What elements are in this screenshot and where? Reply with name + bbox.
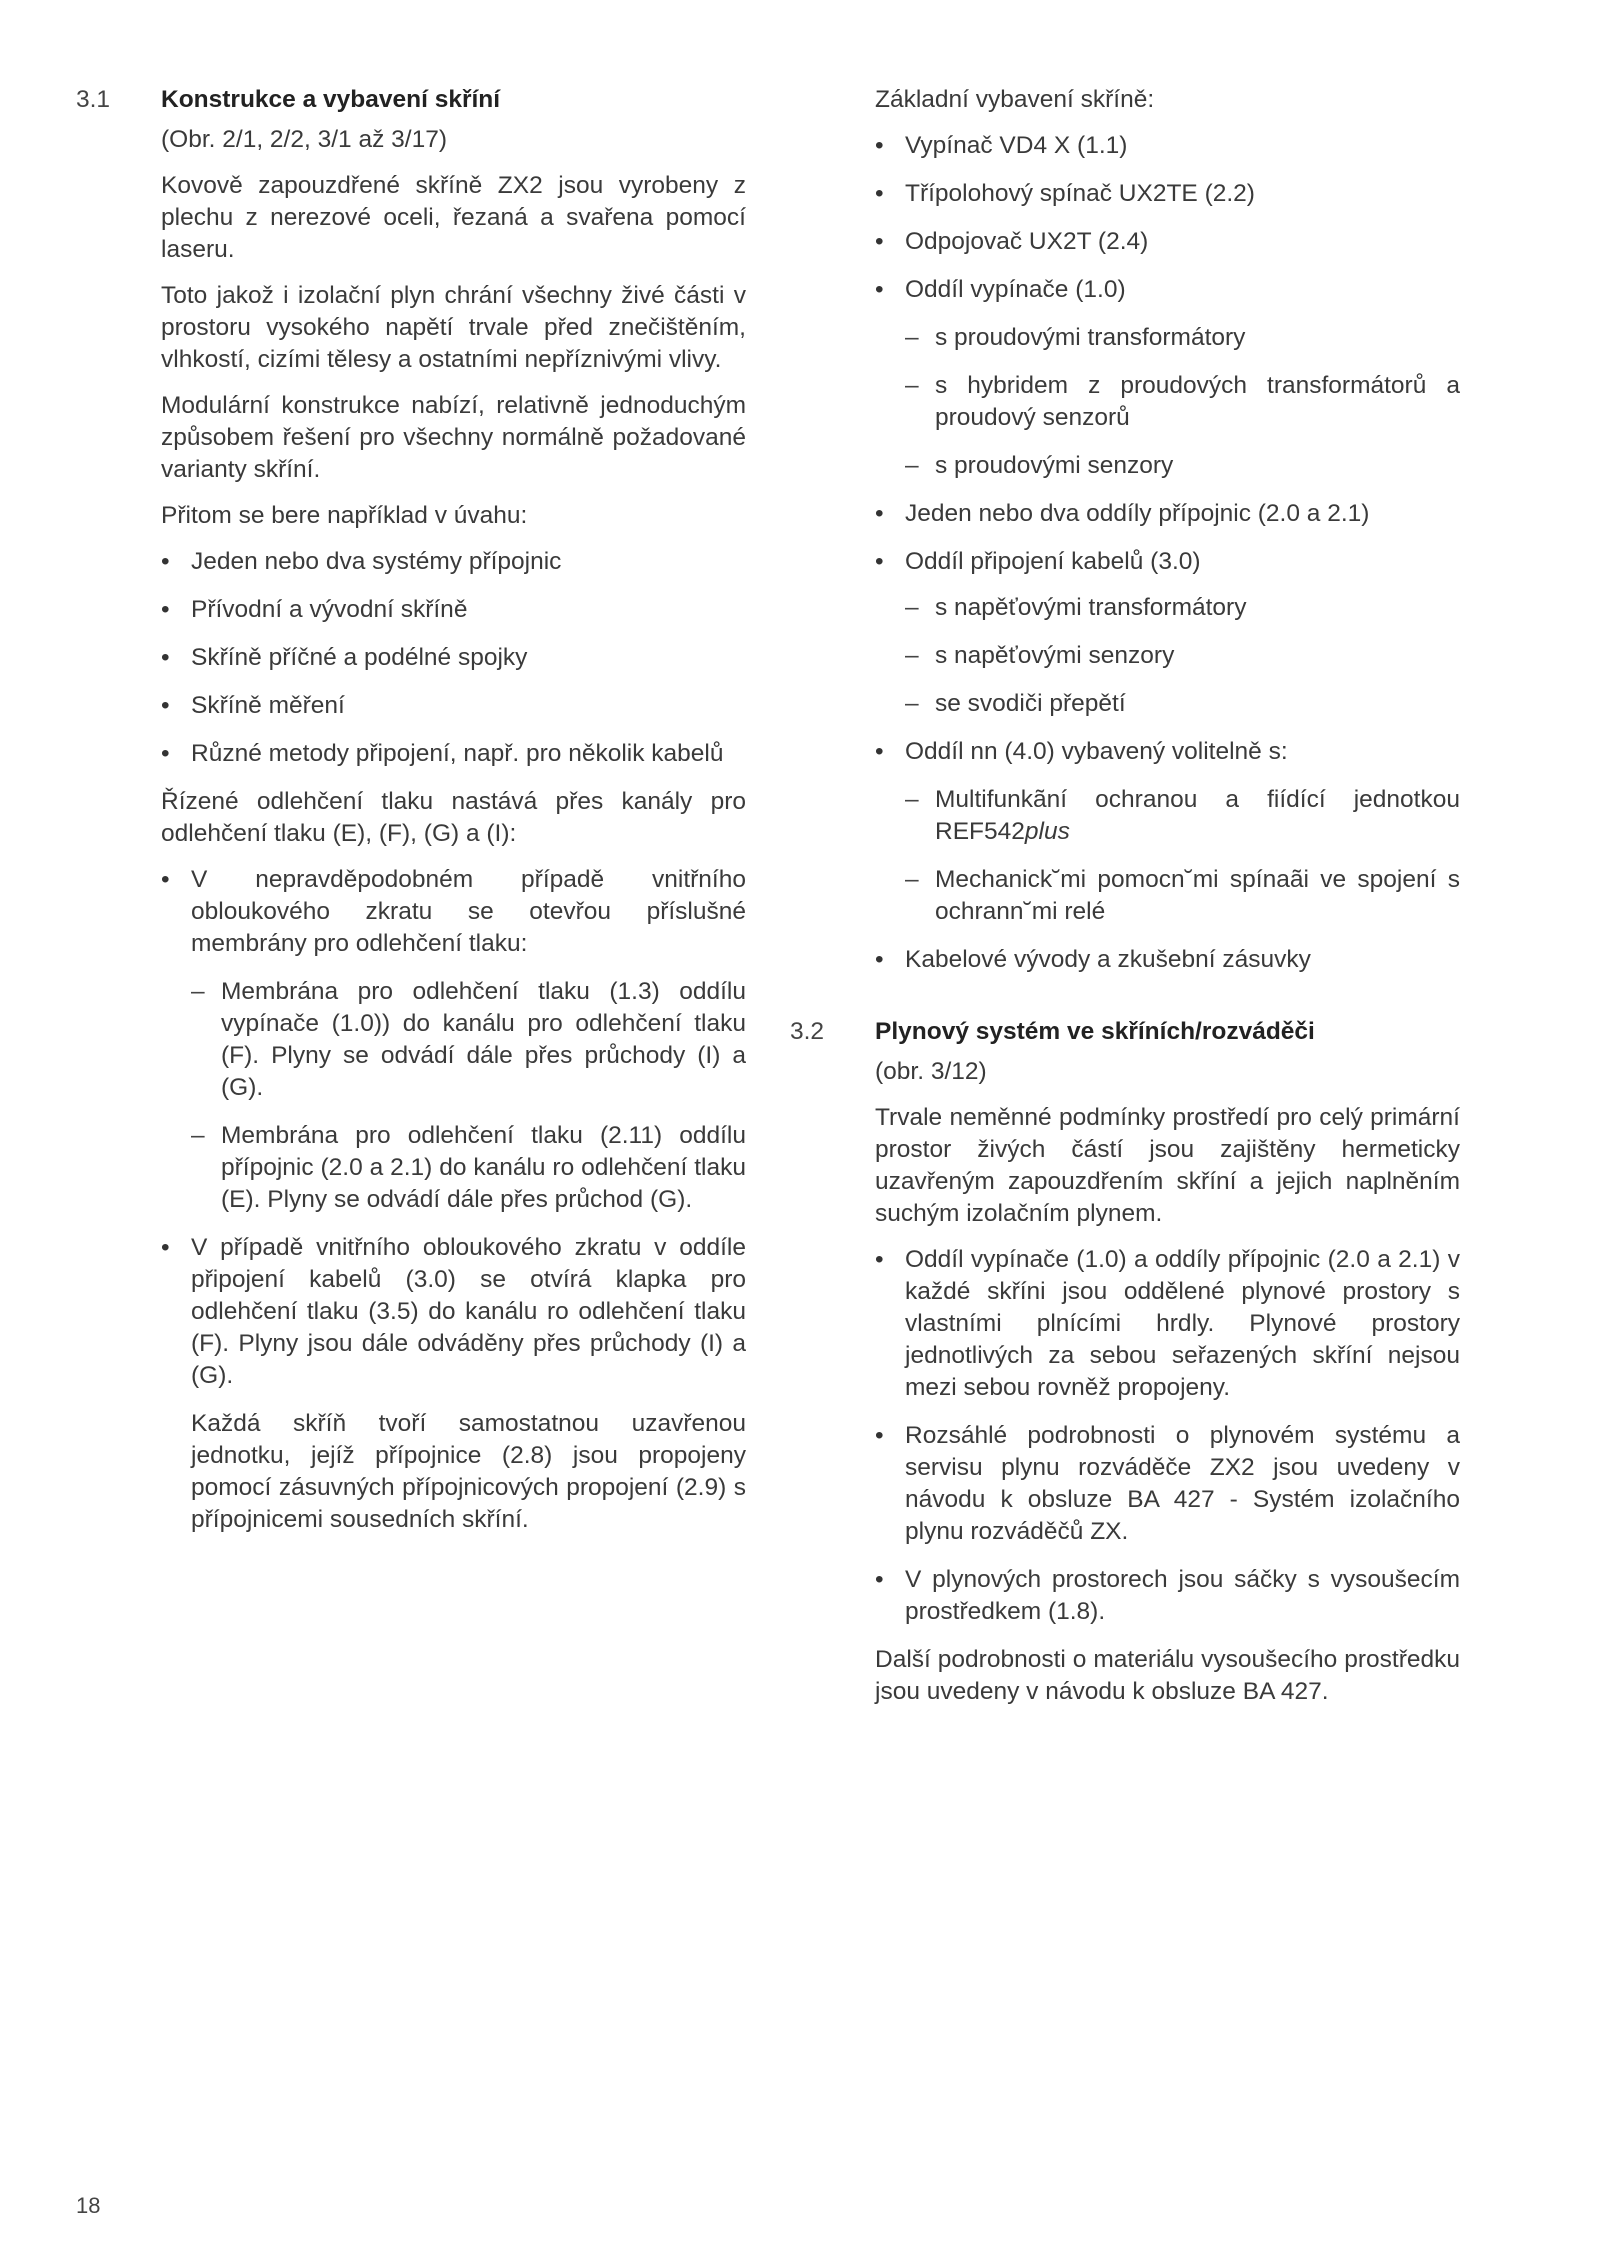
list-item: • Přívodní a vývodní skříně	[161, 594, 746, 626]
paragraph: Toto jakož i izolační plyn chrání všechny živé části v prostoru vysokého napětí trvale před znečištěním, vlhkostí, cizími tělesy a ostatními nepříznivými vlivy.	[161, 282, 746, 373]
paragraph: Modulární konstrukce nabízí, relativně jednoduchým způsobem řešení pro všechny normálně požadované varianty skříní.	[161, 392, 746, 483]
section-heading-3-1	[76, 84, 746, 116]
section-title: Konstrukce a vybavení skříní	[161, 86, 501, 113]
bullet-list	[875, 1244, 1460, 1628]
paragraph: Řízené odlehčení tlaku nastává přes kanály pro odlehčení tlaku (E), (F), (G) a (I):	[161, 788, 746, 847]
list-item: • V případě vnitřního obloukového zkratu v oddíle připojení kabelů (3.0) se otvírá klapka pro odlehčení tlaku (3.5) do kanálu ro odlehčení tlaku (F). Plyny jsou dále odváděny přes průchody (I) a (G).	[161, 1232, 746, 1392]
dash-item	[905, 784, 1460, 848]
paragraph: Trvale neměnné podmínky prostředí pro celý primární prostor živých částí jsou zajištěny hermeticky uzavřeným zapouzdřením skříní a jejich naplněním suchým izolačním plynem.	[875, 1104, 1460, 1227]
dash-list	[905, 592, 1460, 720]
page-number: 18	[76, 2193, 101, 2218]
list-item	[161, 864, 746, 1216]
list-item	[875, 736, 1460, 928]
dash-list	[905, 322, 1460, 482]
list-item: • Třípolohový spínač UX2TE (2.2)	[875, 178, 1460, 210]
dash-item: – Membrána pro odlehčení tlaku (2.11) oddílu přípojnic (2.0 a 2.1) do kanálu ro odlehčení tlaku (E). Plyny se odvádí dále přes průchod (G).	[191, 1120, 746, 1216]
dash-item: – s proudovými transformátory	[905, 322, 1460, 354]
bullet-list	[161, 864, 746, 1392]
bullet-list	[161, 546, 746, 770]
dash-list	[191, 976, 746, 1216]
list-item: • Jeden nebo dva systémy přípojnic	[161, 546, 746, 578]
list-item-text: Oddíl připojení kabelů (3.0)	[905, 548, 1201, 575]
dash-item: – Mechanick˘mi pomocn˘mi spínaãi ve spojení s ochrann˘mi relé	[905, 864, 1460, 928]
list-item: • Oddíl vypínače (1.0) a oddíly přípojnic (2.0 a 2.1) v každé skříni jsou oddělené plynové prostory s vlastními plnícími hrdly. Plynové prostory jednotlivých za sebou seřazených skříní nejsou mezi sebou rovněž propojeny.	[875, 1244, 1460, 1404]
dash-item-text: Multifunkãní ochranou a fiídící jednotkou REF542	[935, 786, 1460, 845]
list-item: • Různé metody připojení, např. pro několik kabelů	[161, 738, 746, 770]
left-column	[76, 84, 746, 1550]
figure-reference: (obr. 3/12)	[875, 1058, 987, 1085]
section-number: 3.2	[790, 1018, 825, 1045]
list-item: • Kabelové vývody a zkušební zásuvky	[875, 944, 1460, 976]
paragraph: Základní vybavení skříně:	[875, 86, 1155, 113]
list-item: • Skříně příčné a podélné spojky	[161, 642, 746, 674]
paragraph: Přitom se bere například v úvahu:	[161, 502, 528, 529]
list-item	[875, 274, 1460, 482]
list-item: • Odpojovač UX2T (2.4)	[875, 226, 1460, 258]
list-item: • Vypínač VD4 X (1.1)	[875, 130, 1460, 162]
list-item: • Skříně měření	[161, 690, 746, 722]
figure-reference: (Obr. 2/1, 2/2, 3/1 až 3/17)	[161, 126, 447, 153]
right-column	[790, 84, 1460, 1722]
dash-item: – s hybridem z proudových transformátorů a proudový senzorů	[905, 370, 1460, 434]
list-item-text: Oddíl nn (4.0) vybavený volitelně s:	[905, 738, 1288, 765]
paragraph: Další podrobnosti o materiálu vysoušecího prostředku jsou uvedeny v návodu k obsluze BA 427.	[875, 1646, 1460, 1705]
dash-item: – s napěťovými senzory	[905, 640, 1460, 672]
list-item: • V plynových prostorech jsou sáčky s vysoušecím prostředkem (1.8).	[875, 1564, 1460, 1628]
paragraph: Kovově zapouzdřené skříně ZX2 jsou vyrobeny z plechu z nerezové oceli, řezaná a svařena pomocí laseru.	[161, 172, 746, 263]
dash-item: – Membrána pro odlehčení tlaku (1.3) oddílu vypínače (1.0)) do kanálu pro odlehčení tlaku (F). Plyny se odvádí dále přes průchody (I) a (G).	[191, 976, 746, 1104]
paragraph: Každá skříň tvoří samostatnou uzavřenou jednotku, jejíž přípojnice (2.8) jsou propojeny pomocí zásuvných přípojnicových propojení (2.9) s přípojnicemi sousedních skříní.	[191, 1410, 746, 1533]
list-item	[875, 546, 1460, 720]
bullet-list	[875, 130, 1460, 976]
dash-item: – s proudovými senzory	[905, 450, 1460, 482]
section-title: Plynový systém ve skříních/rozváděči	[875, 1018, 1315, 1045]
list-item: • Rozsáhlé podrobnosti o plynovém systému a servisu plynu rozváděče ZX2 jsou uvedeny v návodu k obsluze BA 427 - Systém izolačního plynu rozváděčů ZX.	[875, 1420, 1460, 1548]
dash-item-italic: plus	[1024, 818, 1070, 845]
list-item-text: Oddíl vypínače (1.0)	[905, 276, 1126, 303]
dash-item: – se svodiči přepětí	[905, 688, 1460, 720]
list-item: • Jeden nebo dva oddíly přípojnic (2.0 a 2.1)	[875, 498, 1460, 530]
list-item-text: V nepravděpodobném případě vnitřního obloukového zkratu se otevřou příslušné membrány pro odlehčení tlaku:	[191, 866, 746, 957]
section-heading-3-2	[790, 1016, 1460, 1048]
section-number: 3.1	[76, 86, 111, 113]
dash-list	[905, 784, 1460, 928]
dash-item: – s napěťovými transformátory	[905, 592, 1460, 624]
